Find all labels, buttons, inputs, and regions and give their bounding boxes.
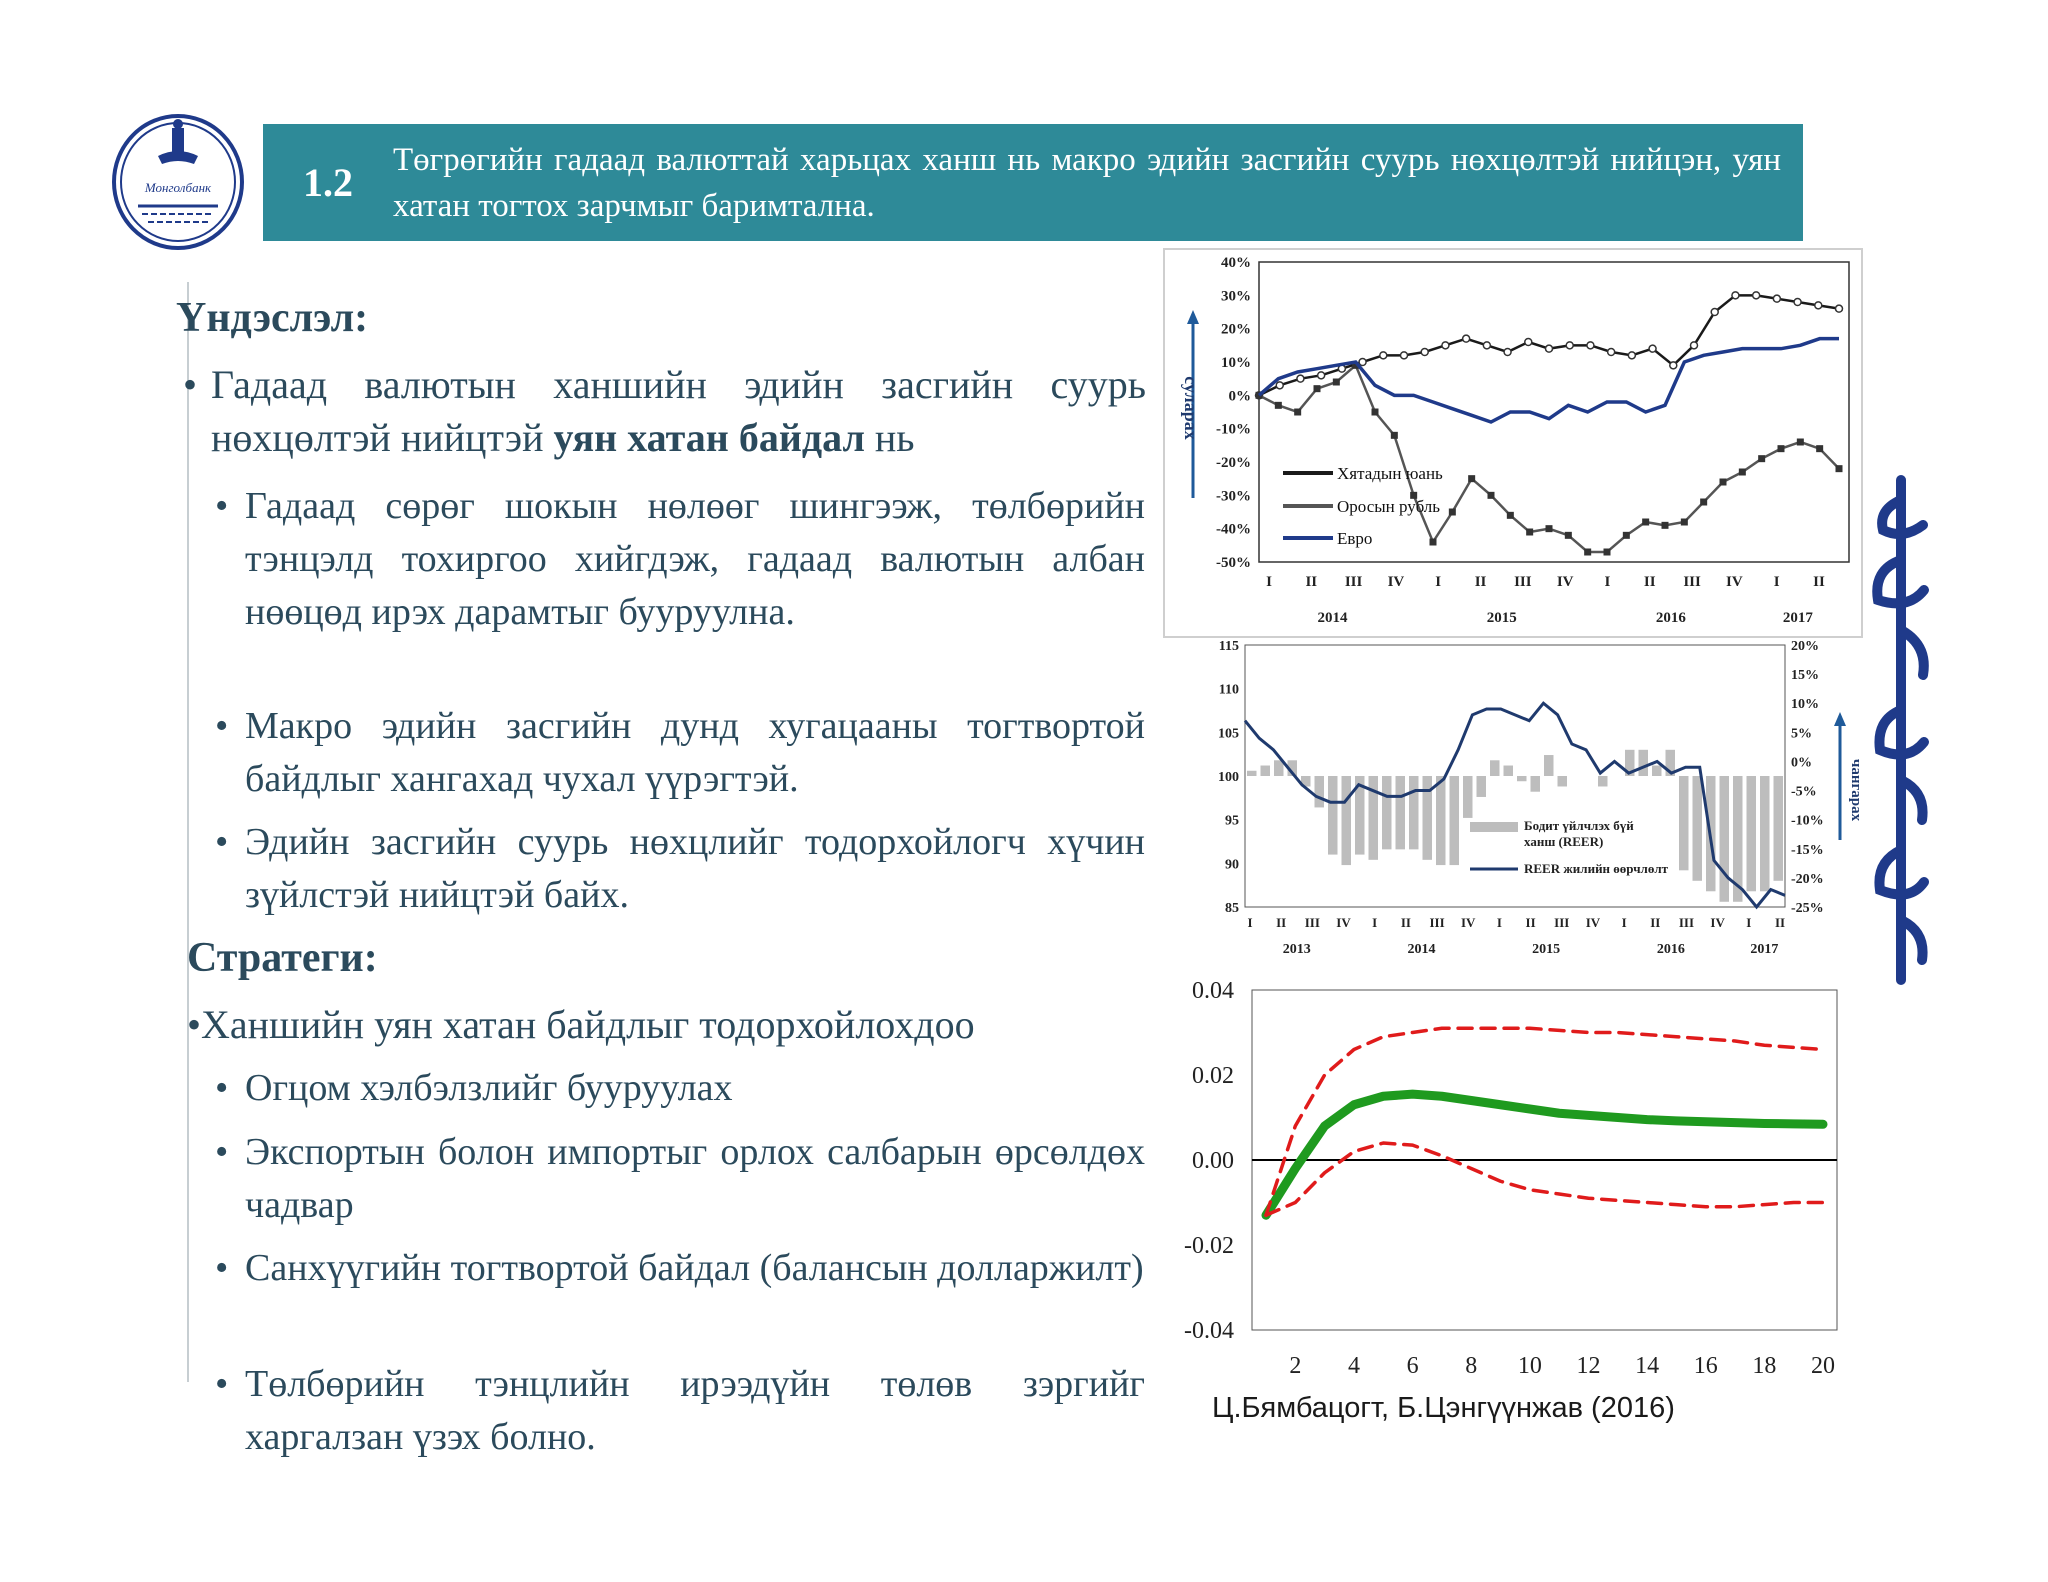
sub-bullet-marker: •: [215, 485, 229, 527]
y-tick-label: -40%: [1216, 521, 1251, 538]
bar: [1396, 776, 1406, 849]
y-tick-label: 30%: [1221, 288, 1251, 305]
y-tick-label-right: 20%: [1791, 640, 1819, 654]
y-tick-label: 20%: [1221, 321, 1251, 338]
mongolian-script-logo: [1868, 470, 1934, 990]
x-tick-label: II: [1474, 574, 1487, 590]
bar: [1720, 776, 1730, 902]
x-tick-label: III: [1678, 915, 1695, 930]
y-tick-label: 0.00: [1192, 1148, 1234, 1174]
data-point: [1778, 445, 1785, 452]
data-point: [1546, 525, 1553, 532]
data-point: [1836, 465, 1843, 472]
y-tick-label: 10%: [1221, 355, 1251, 371]
x-tick-label: 18: [1752, 1353, 1777, 1379]
y-tick-label: -10%: [1216, 421, 1251, 438]
x-tick-label: IV: [1556, 574, 1574, 590]
x-tick-label: 20: [1811, 1353, 1835, 1379]
data-point: [1773, 295, 1780, 302]
sub-bullet-marker: •: [215, 1067, 229, 1109]
sub-bullet-text: Огцом хэлбэлзлийг бууруулах: [245, 1067, 733, 1109]
strategy-sub-bullet: [215, 1242, 1145, 1295]
y-tick-label: 105: [1218, 726, 1239, 742]
y-tick-label: -50%: [1216, 555, 1251, 571]
data-point: [1587, 342, 1594, 349]
data-point: [1430, 539, 1437, 546]
main-bullet-tail: нь: [864, 415, 915, 460]
y-tick-label-right: -5%: [1791, 784, 1817, 800]
year-label: 2017: [1750, 942, 1779, 957]
data-point: [1525, 339, 1532, 346]
data-point: [1294, 409, 1301, 416]
data-point: [1483, 342, 1490, 349]
x-tick-label: I: [1604, 574, 1611, 590]
data-point: [1758, 455, 1765, 462]
x-tick-label: IV: [1336, 915, 1351, 930]
y-arrow-head: [1834, 712, 1846, 726]
bar: [1598, 776, 1608, 786]
data-point: [1318, 372, 1325, 379]
y-tick-label: 100: [1218, 770, 1239, 785]
bar: [1517, 776, 1527, 781]
x-tick-label: IV: [1726, 574, 1743, 590]
sub-bullet-text: Гадаад сөрөг шокын нөлөөг шингээж, төлбөрийн тэнцэлд тохиргоо хийгдэж, гадаад валютын албан нөөцөд ирэх дарамтыг бууруулна.: [245, 485, 1145, 633]
sub-bullet-marker: •: [215, 1131, 229, 1173]
data-point: [1463, 335, 1470, 342]
data-point: [1504, 349, 1511, 356]
x-tick-label: III: [1514, 574, 1532, 590]
data-point: [1314, 385, 1321, 392]
strategy-sub-bullet: [215, 1126, 1145, 1232]
sub-bullet-marker: •: [215, 1363, 229, 1405]
data-point: [1566, 342, 1573, 349]
justification-sub-bullet: [215, 700, 1145, 806]
left-divider: [187, 282, 189, 1382]
year-label: 2013: [1282, 942, 1311, 957]
x-tick-label: 16: [1693, 1353, 1718, 1379]
y-tick-label-right: 15%: [1791, 668, 1819, 684]
sub-bullet-marker: •: [215, 705, 229, 747]
bar: [1558, 776, 1568, 786]
bar: [1436, 776, 1446, 865]
legend-label: Бодит үйлчлэх бүй ханш (REER): [1524, 818, 1634, 849]
data-point: [1507, 512, 1514, 519]
data-point: [1333, 379, 1340, 386]
y-tick-label: 95: [1225, 813, 1239, 829]
data-point: [1449, 509, 1456, 516]
data-point: [1488, 492, 1495, 499]
x-tick-label: II: [1774, 915, 1786, 930]
data-point: [1816, 445, 1823, 452]
x-tick-label: IV: [1585, 915, 1601, 930]
data-point: [1380, 352, 1387, 359]
year-label: 2014: [1317, 610, 1348, 626]
x-tick-label: I: [1773, 574, 1780, 590]
bar: [1315, 776, 1325, 807]
bar: [1747, 776, 1757, 891]
data-point: [1276, 382, 1283, 389]
x-tick-label: 4: [1347, 1353, 1360, 1379]
x-tick-label: 6: [1406, 1353, 1419, 1379]
logo-text: Монголбанк: [144, 180, 212, 195]
x-tick-label: 10: [1517, 1353, 1542, 1379]
bar: [1774, 776, 1784, 881]
y-tick-label: 0.02: [1192, 1063, 1234, 1089]
y-tick-label: 40%: [1221, 255, 1251, 271]
bar: [1679, 776, 1689, 870]
sub-bullet-text: Макро эдийн засгийн дунд хугацааны тогтвортой байдлыг хангахад чухал үүрэгтэй.: [245, 705, 1145, 800]
x-tick-label: 14: [1635, 1353, 1660, 1379]
data-point: [1662, 522, 1669, 529]
data-point: [1275, 402, 1282, 409]
x-tick-label: IV: [1387, 574, 1405, 590]
year-label: 2017: [1782, 610, 1813, 626]
y-tick-label: 85: [1225, 901, 1239, 916]
x-tick-label: II: [1276, 915, 1287, 930]
data-point: [1421, 349, 1428, 356]
central-bank-logo: [108, 110, 248, 260]
x-tick-label: I: [1372, 915, 1378, 930]
sub-bullet-text: Төлбөрийн тэнцлийн ирээдүйн төлөв зэргийг харгалзан үзэх болно.: [245, 1363, 1145, 1458]
bar: [1504, 766, 1514, 776]
data-point: [1359, 359, 1366, 366]
bar: [1463, 776, 1473, 818]
justification-sub-bullet: [215, 480, 1145, 639]
data-point: [1546, 345, 1553, 352]
legend-label: Оросын рубль: [1337, 497, 1441, 516]
y-tick-label: -0.04: [1184, 1318, 1234, 1344]
y-tick-label: -0.02: [1184, 1233, 1234, 1259]
section-number: 1.2: [303, 160, 353, 205]
x-tick-label: I: [1621, 915, 1627, 930]
bullet-marker: •: [183, 362, 198, 407]
y-tick-label: 0.04: [1192, 978, 1234, 1004]
data-point: [1691, 342, 1698, 349]
x-tick-label: II: [1650, 915, 1661, 930]
year-label: 2015: [1532, 942, 1561, 957]
x-tick-label: I: [1247, 915, 1253, 930]
data-point: [1584, 549, 1591, 556]
y-tick-label: 90: [1225, 857, 1239, 873]
y-tick-label: -30%: [1216, 488, 1251, 505]
x-tick-label: I: [1435, 574, 1442, 590]
bar: [1544, 755, 1554, 776]
sub-bullet-marker: •: [215, 821, 229, 863]
y-tick-label-right: 0%: [1791, 755, 1812, 771]
y-tick-label-right: -15%: [1791, 842, 1824, 858]
x-tick-label: II: [1525, 915, 1536, 930]
data-point: [1797, 439, 1804, 446]
y-tick-label-right: 10%: [1791, 697, 1819, 713]
x-tick-label: III: [1429, 915, 1445, 930]
data-point: [1442, 342, 1449, 349]
bar: [1652, 766, 1662, 776]
bar: [1261, 766, 1271, 776]
data-point: [1670, 362, 1677, 369]
reer-chart: [1200, 640, 1870, 970]
data-point: [1642, 519, 1649, 526]
data-point: [1720, 479, 1727, 486]
data-point: [1649, 345, 1656, 352]
year-label: 2014: [1407, 942, 1436, 957]
y-tick-label: 115: [1218, 640, 1239, 654]
legend: [1470, 818, 1669, 876]
sub-bullet-text: Эдийн засгийн суурь нөхцлийг тодорхойлогч хүчин зүйлстэй нийцтэй байх.: [245, 821, 1145, 916]
data-point: [1297, 375, 1304, 382]
data-point: [1372, 409, 1379, 416]
x-tick-label: I: [1496, 915, 1502, 930]
title-banner: [263, 124, 1803, 241]
x-tick-label: II: [1643, 574, 1656, 590]
year-label: 2016: [1655, 610, 1686, 626]
y-tick-label-right: -10%: [1791, 813, 1824, 829]
bar: [1328, 776, 1338, 855]
legend-label: Евро: [1337, 529, 1373, 548]
data-point: [1401, 352, 1408, 359]
bar: [1477, 776, 1487, 797]
data-point: [1836, 305, 1843, 312]
strategy-sub-bullet: [215, 1062, 1145, 1115]
x-tick-label: III: [1344, 574, 1363, 590]
bar: [1490, 760, 1500, 776]
data-point: [1681, 519, 1688, 526]
bar: [1409, 776, 1419, 849]
x-tick-label: II: [1305, 574, 1318, 590]
data-point: [1623, 532, 1630, 539]
x-tick-label: 2: [1289, 1353, 1302, 1379]
y-tick-label-right: -25%: [1791, 901, 1824, 916]
data-point: [1711, 309, 1718, 316]
bar: [1639, 750, 1649, 776]
bar: [1450, 776, 1460, 865]
x-tick-label: I: [1746, 915, 1752, 930]
legend-swatch: [1470, 822, 1518, 832]
impulse-response-chart: [1160, 975, 1850, 1380]
strategy-main-bullet: •Ханшийн уян хатан байдлыг тодорхойлохдоо: [187, 1002, 975, 1047]
data-point: [1739, 469, 1746, 476]
y-tick-label: -20%: [1216, 455, 1251, 471]
strategy-heading: Стратеги:: [187, 935, 378, 981]
series-line: [1245, 703, 1785, 907]
x-tick-label: II: [1813, 574, 1825, 590]
x-tick-label: IV: [1461, 915, 1476, 930]
slide-title: Төгрөгийн гадаад валюттай харьцах ханш нь макро эдийн засгийн суурь нөхцөлтэй нийцэн, уян хатан тогтох зарчмыг баримтална.: [393, 141, 1781, 224]
x-tick-label: III: [1554, 915, 1570, 930]
data-point: [1468, 475, 1475, 482]
justification-sub-bullet: [215, 816, 1145, 922]
sub-bullet-text: Экспортын болон импортыг орлох салбарын өрсөлдөх чадвар: [245, 1131, 1145, 1226]
x-tick-label: II: [1400, 915, 1411, 930]
y-tick-label-right: 5%: [1791, 726, 1812, 742]
justification-main-bullet: [183, 358, 1146, 464]
series-line: [1266, 1143, 1823, 1215]
justification-heading: Үндэслэл:: [176, 295, 369, 341]
x-tick-label: 8: [1465, 1353, 1478, 1379]
data-point: [1815, 302, 1822, 309]
data-point: [1794, 299, 1801, 306]
data-point: [1628, 352, 1635, 359]
data-point: [1565, 532, 1572, 539]
y-axis-label: суларах: [1181, 376, 1201, 440]
data-point: [1608, 349, 1615, 356]
x-tick-label: IV: [1710, 915, 1725, 930]
data-point: [1732, 292, 1739, 299]
legend-label: Хятадын юань: [1337, 464, 1443, 483]
x-tick-label: III: [1304, 915, 1320, 930]
data-point: [1391, 432, 1398, 439]
bar: [1247, 771, 1257, 776]
exchange-rate-change-chart: [1163, 248, 1863, 638]
bar: [1342, 776, 1352, 865]
sub-bullet-text: Санхүүгийн тогтвортой байдал (балансын долларжилт): [245, 1247, 1144, 1289]
data-point: [1700, 499, 1707, 506]
legend-label: REER жилийн өөрчлөлт: [1524, 861, 1669, 876]
y-axis-label-right: чангарах: [1848, 758, 1864, 822]
x-tick-label: I: [1266, 574, 1272, 590]
data-point: [1753, 292, 1760, 299]
year-label: 2015: [1486, 610, 1517, 626]
year-label: 2016: [1656, 942, 1685, 957]
y-tick-label-right: -20%: [1791, 871, 1824, 887]
bar: [1693, 776, 1703, 881]
y-tick-label: 0%: [1228, 388, 1251, 405]
citation: Ц.Бямбацогт, Б.Цэнгүүнжав (2016): [1212, 1392, 1675, 1424]
x-tick-label: III: [1683, 574, 1701, 590]
bar: [1531, 776, 1541, 792]
data-point: [1604, 549, 1611, 556]
bar: [1760, 776, 1770, 891]
sub-bullet-marker: •: [215, 1247, 229, 1289]
data-point: [1526, 529, 1533, 536]
main-bullet-bold: уян хатан байдал: [553, 415, 865, 460]
x-tick-label: 12: [1576, 1353, 1601, 1379]
strategy-sub-bullet: [215, 1358, 1145, 1464]
bar: [1382, 776, 1392, 849]
y-tick-label: 110: [1218, 682, 1239, 698]
main-bullet-text: Гадаад валютын ханшийн эдийн засгийн суурь нөхцөлтэй нийцтэй: [211, 362, 1146, 460]
